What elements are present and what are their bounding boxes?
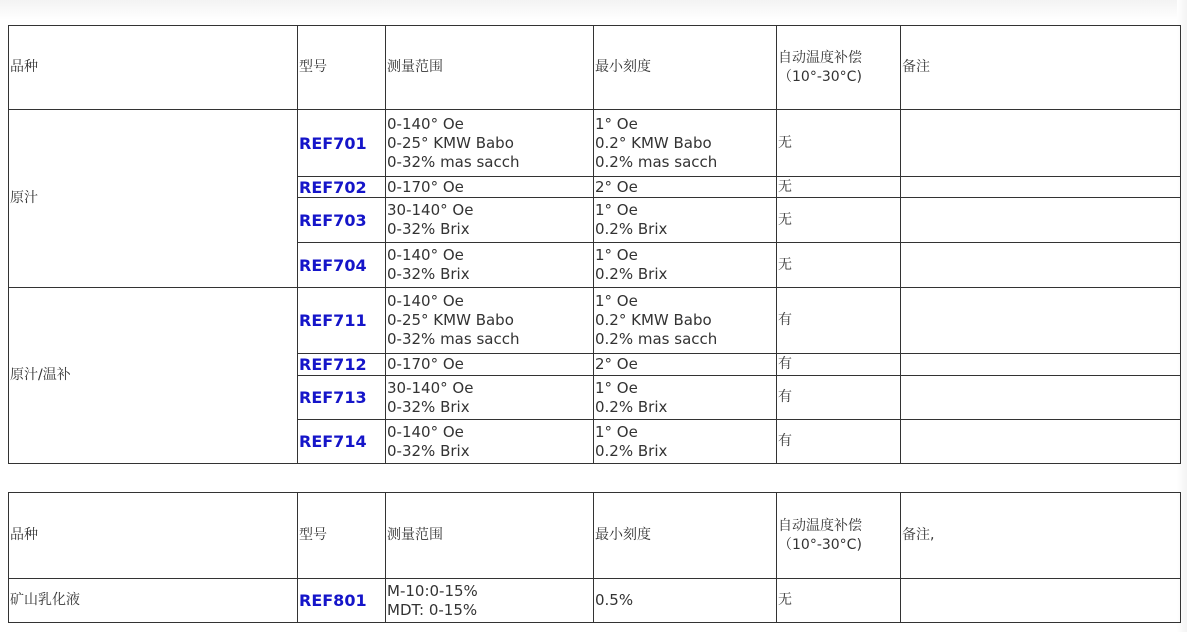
atc-cell: 有	[777, 420, 901, 464]
min-scale-cell	[594, 420, 777, 464]
range-line: MDT: 0-15%	[387, 600, 478, 619]
min-scale-cell	[594, 354, 777, 376]
spec-table-2	[8, 492, 1181, 623]
top-shadow	[0, 0, 1187, 20]
range-cell	[386, 579, 594, 623]
header-model: 型号	[298, 26, 386, 110]
header-range: 测量范围	[386, 26, 594, 110]
header-min-scale: 最小刻度	[594, 26, 777, 110]
range-line: 0-140° Oe	[387, 246, 464, 264]
range-line: 0-32% Brix	[387, 265, 470, 283]
note-cell	[901, 420, 1181, 464]
min-line: 1° Oe	[595, 378, 638, 397]
range-cell	[386, 354, 594, 376]
atc-cell: 无	[777, 110, 901, 177]
atc-cell: 无	[777, 579, 901, 623]
min-scale-cell	[594, 110, 777, 177]
model-link[interactable]: REF703	[298, 198, 386, 243]
min-scale-cell	[594, 177, 777, 198]
min-line: 0.2% Brix	[595, 397, 668, 416]
header-variety: 品种	[9, 26, 298, 110]
range-line: 0-32% Brix	[387, 397, 470, 416]
note-cell	[901, 177, 1181, 198]
variety-cell: 矿山乳化液	[9, 579, 298, 623]
spec-table-1	[8, 25, 1181, 464]
min-line: 0.2° KMW Babo	[595, 133, 712, 152]
min-line: 0.2% mas sacch	[595, 330, 718, 348]
atc-cell: 无	[777, 177, 901, 198]
min-scale-cell	[594, 376, 777, 420]
range-cell	[386, 420, 594, 464]
header-atc-line2: （10°-30°C)	[778, 68, 862, 85]
header-atc-line2: （10°-30°C)	[778, 536, 862, 553]
range-line: 0-32% mas sacch	[387, 330, 520, 348]
table-row	[9, 110, 1181, 177]
min-line: 0.2% Brix	[595, 220, 668, 238]
header-model: 型号	[298, 493, 386, 579]
range-cell	[386, 288, 594, 354]
range-line: 0-170° Oe	[387, 355, 464, 373]
header-atc	[777, 493, 901, 579]
model-link[interactable]: REF701	[298, 110, 386, 177]
header-atc-line1: 自动温度补偿	[778, 517, 862, 534]
model-link[interactable]: REF801	[298, 579, 386, 623]
variety-cell: 原汁/温补	[9, 288, 298, 464]
atc-cell: 有	[777, 354, 901, 376]
header-range: 测量范围	[386, 493, 594, 579]
range-cell	[386, 243, 594, 288]
header-variety: 品种	[9, 493, 298, 579]
model-link[interactable]: REF712	[298, 354, 386, 376]
range-line: 0-32% mas sacch	[387, 152, 520, 171]
range-line: M-10:0-15%	[387, 581, 478, 600]
note-cell	[901, 198, 1181, 243]
min-line: 1° Oe	[595, 114, 638, 133]
range-line: 0-32% Brix	[387, 441, 470, 460]
model-link[interactable]: REF713	[298, 376, 386, 420]
min-line: 1° Oe	[595, 201, 638, 219]
min-line: 0.5%	[595, 591, 634, 609]
min-line: 0.2% Brix	[595, 265, 668, 283]
range-line: 0-140° Oe	[387, 422, 464, 441]
header-atc	[777, 26, 901, 110]
range-line: 0-140° Oe	[387, 292, 464, 310]
table-header-row	[9, 26, 1181, 110]
min-line: 1° Oe	[595, 292, 638, 310]
note-cell	[901, 243, 1181, 288]
note-cell	[901, 376, 1181, 420]
min-line: 1° Oe	[595, 246, 638, 264]
atc-cell: 有	[777, 376, 901, 420]
range-cell	[386, 110, 594, 177]
min-line: 2° Oe	[595, 177, 638, 196]
model-link[interactable]: REF711	[298, 288, 386, 354]
range-cell	[386, 198, 594, 243]
atc-cell: 无	[777, 243, 901, 288]
atc-cell: 无	[777, 198, 901, 243]
header-atc-line1: 自动温度补偿	[778, 49, 862, 66]
min-scale-cell	[594, 243, 777, 288]
header-note: 备注,	[901, 493, 1181, 579]
min-line: 0.2% mas sacch	[595, 152, 718, 171]
header-min-scale: 最小刻度	[594, 493, 777, 579]
min-scale-cell	[594, 288, 777, 354]
note-cell	[901, 288, 1181, 354]
range-line: 0-25° KMW Babo	[387, 311, 514, 329]
model-link[interactable]: REF714	[298, 420, 386, 464]
min-scale-cell	[594, 198, 777, 243]
model-link[interactable]: REF704	[298, 243, 386, 288]
min-line: 0.2° KMW Babo	[595, 311, 712, 329]
table-row	[9, 579, 1181, 623]
min-line: 2° Oe	[595, 355, 638, 373]
min-line: 0.2% Brix	[595, 441, 668, 460]
range-line: 0-170° Oe	[387, 177, 464, 196]
range-cell	[386, 177, 594, 198]
note-cell	[901, 579, 1181, 623]
model-link[interactable]: REF702	[298, 177, 386, 198]
range-line: 0-32% Brix	[387, 220, 470, 238]
range-line: 30-140° Oe	[387, 201, 474, 219]
range-line: 0-25° KMW Babo	[387, 133, 514, 152]
atc-cell: 有	[777, 288, 901, 354]
table-row	[9, 288, 1181, 354]
header-note: 备注	[901, 26, 1181, 110]
note-cell	[901, 110, 1181, 177]
variety-cell: 原汁	[9, 110, 298, 288]
range-line: 0-140° Oe	[387, 114, 464, 133]
note-cell	[901, 354, 1181, 376]
min-scale-cell	[594, 579, 777, 623]
min-line: 1° Oe	[595, 422, 638, 441]
range-line: 30-140° Oe	[387, 378, 474, 397]
table-header-row	[9, 493, 1181, 579]
range-cell	[386, 376, 594, 420]
